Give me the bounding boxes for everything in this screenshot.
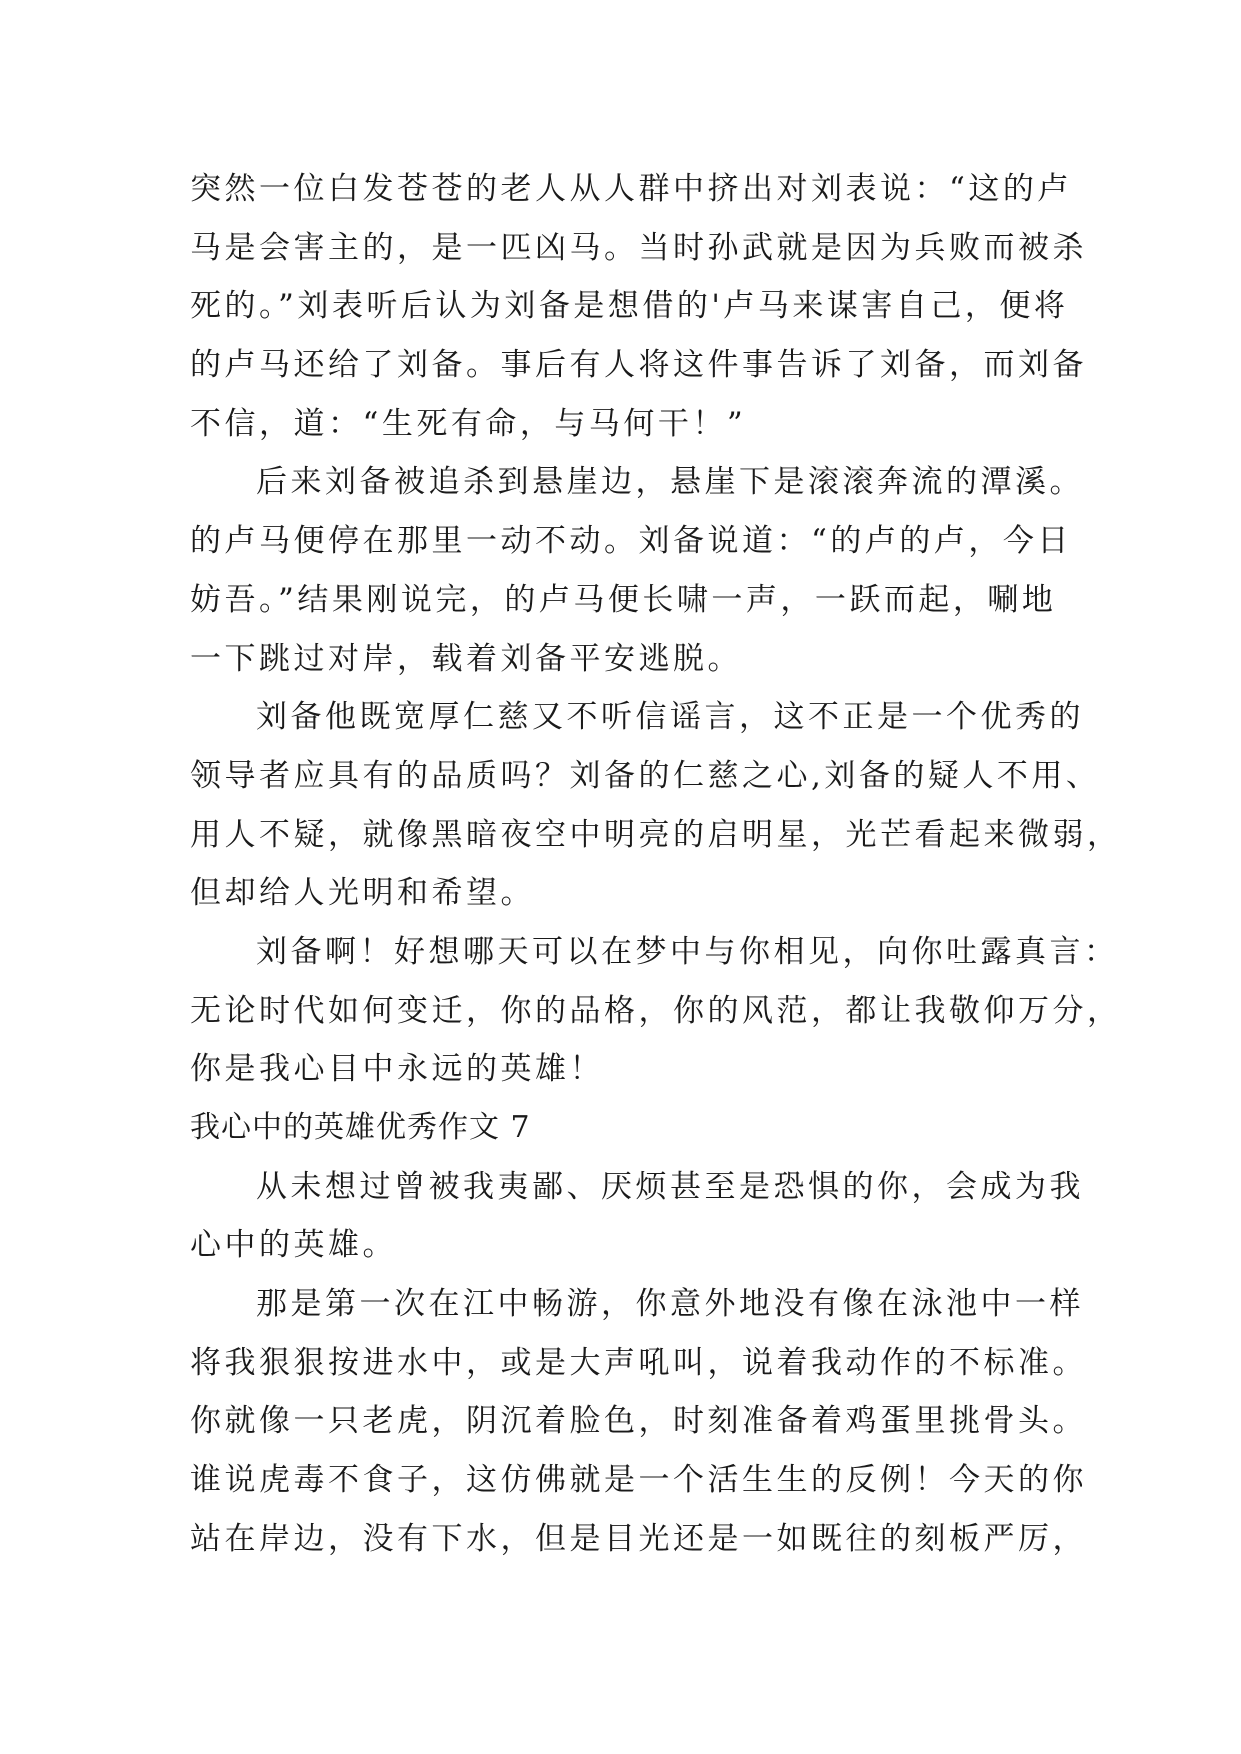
text-line: 不信，道：“生死有命，与马何干！” [190,405,747,442]
text-line: 一下跳过对岸，载着刘备平安逃脱。 [190,640,742,677]
text-line: 妨吾。”结果刚说完，的卢马便长啸一声，一跃而起，唰地 [190,581,1057,618]
text-line: 从未想过曾被我夷鄙、厌烦甚至是恐惧的你，会成为我 [256,1168,1084,1205]
text-line: 将我狠狠按进水中，或是大声吼叫，说着我动作的不标准。 [190,1344,1087,1381]
text-line: 心中的英雄。 [190,1227,397,1264]
text-line: 的卢马便停在那里一动不动。刘备说道：“的卢的卢，今日 [190,523,1072,560]
section-heading: 我心中的英雄优秀作文 7 [190,1110,531,1145]
text-line: 但却给人光明和希望。 [190,875,535,912]
text-line: 刘备啊！好想哪天可以在梦中与你相见，向你吐露真言： [256,933,1119,970]
text-line: 领导者应具有的品质吗？刘备的仁慈之心,刘备的疑人不用、 [190,757,1101,794]
text-line: 谁说虎毒不食子，这仿佛就是一个活生生的反例！今天的你 [190,1462,1087,1499]
text-line: 用人不疑，就像黑暗夜空中明亮的启明星，光芒看起来微弱， [190,816,1122,853]
text-line: 后来刘备被追杀到悬崖边，悬崖下是滚滚奔流的潭溪。 [256,464,1084,501]
text-line: 站在岸边，没有下水，但是目光还是一如既往的刻板严厉， [190,1520,1087,1557]
text-line: 你就像一只老虎，阴沉着脸色，时刻准备着鸡蛋里挑骨头。 [190,1403,1087,1440]
text-line: 刘备他既宽厚仁慈又不听信谣言，这不正是一个优秀的 [256,699,1084,736]
text-line: 突然一位白发苍苍的老人从人群中挤出对刘表说：“这的卢 [190,171,1072,207]
text-line: 你是我心目中永远的英雄！ [190,1051,604,1088]
text-line: 那是第一次在江中畅游，你意外地没有像在泳池中一样 [256,1286,1084,1323]
text-line: 死的。”刘表听后认为刘备是想借的'卢马来谋害自己，便将 [190,288,1069,325]
text-line: 无论时代如何变迁，你的品格，你的风范，都让我敬仰万分， [190,992,1122,1029]
text-line: 马是会害主的，是一匹凶马。当时孙武就是因为兵败而被杀 [190,229,1087,266]
body-text [190,160,1122,1569]
text-line: 的卢马还给了刘备。事后有人将这件事告诉了刘备，而刘备 [190,347,1087,384]
